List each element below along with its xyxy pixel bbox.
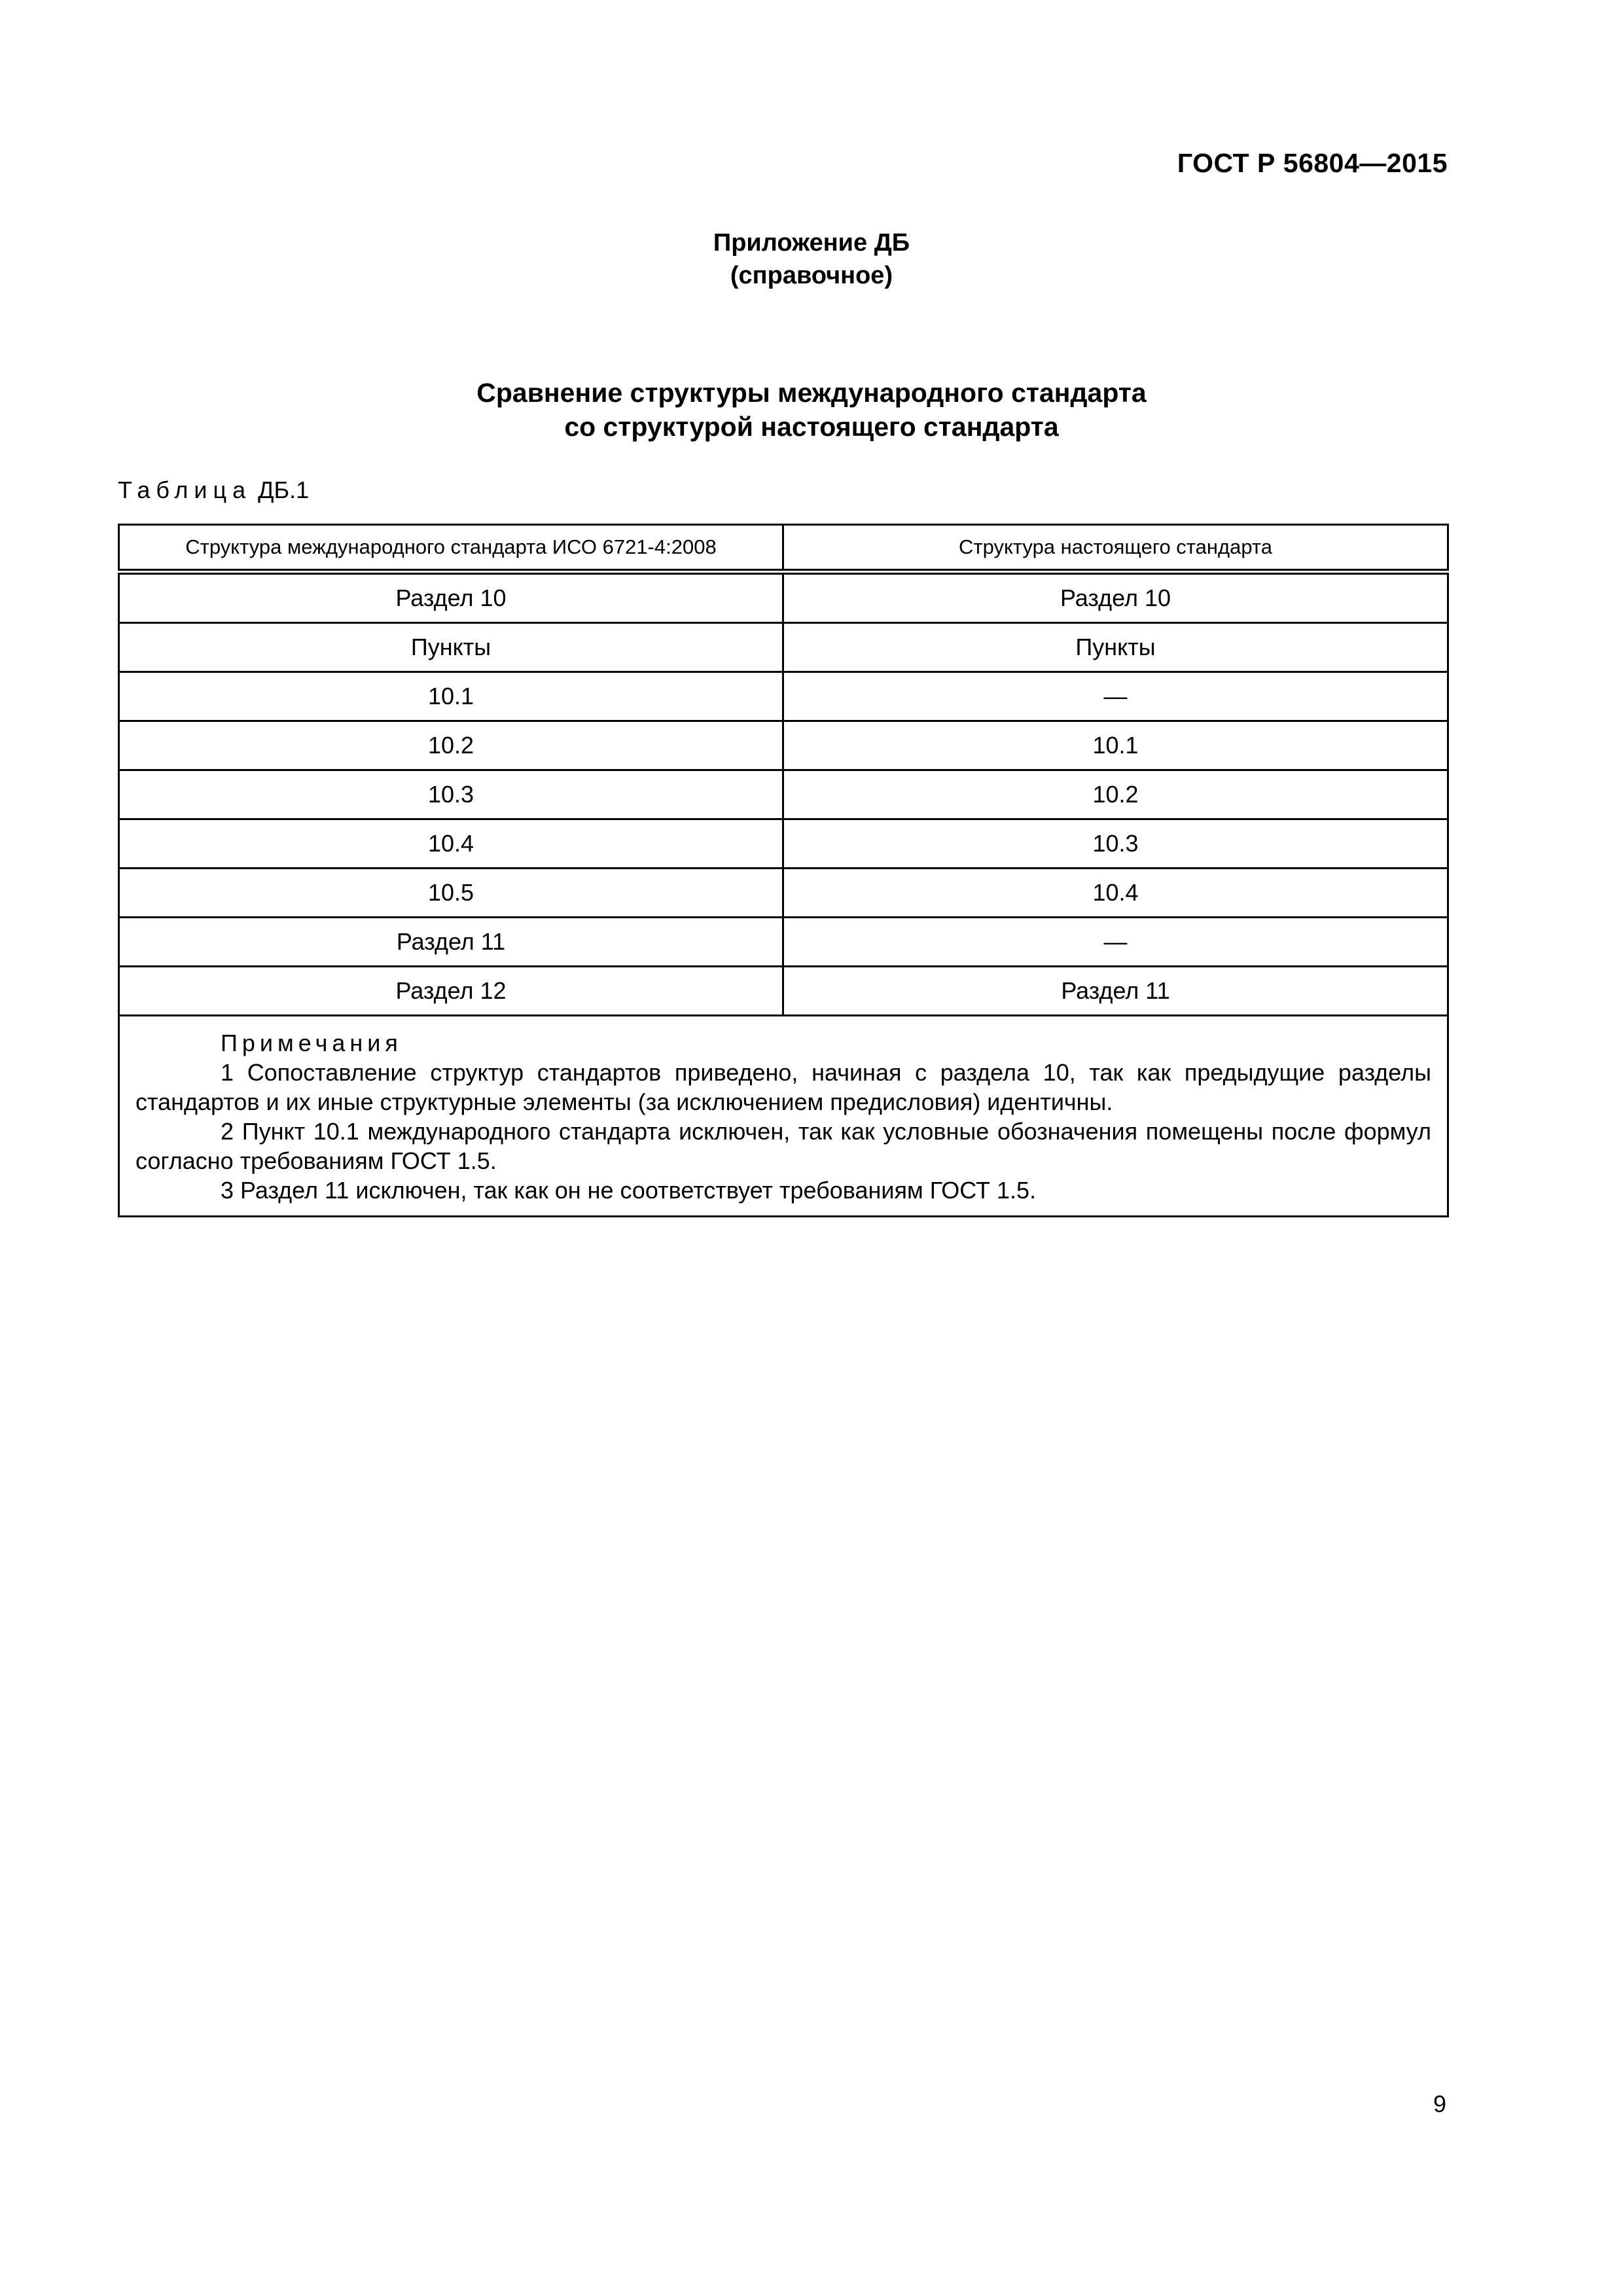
column-header-national: Структура настоящего стандарта [783,525,1448,572]
table-row [119,572,1448,623]
table-cell: 10.5 [119,869,783,918]
note-item: 1 Сопоставление структур стандартов приведено, начиная с раздела 10, так как предыдущие разделы стандартов и их иные структурные элементы (за исключением предисловия) идентичны. [135,1059,1431,1115]
table-row [119,918,1448,967]
table-row [119,721,1448,770]
table-cell: 10.2 [119,721,783,770]
table-cell: 10.3 [783,819,1448,869]
table-caption-number: ДБ.1 [258,476,310,503]
table-cell: 10.1 [783,721,1448,770]
notes-heading: Примечания [221,1030,402,1056]
table-row [119,869,1448,918]
table-cell: Раздел 11 [783,967,1448,1016]
table-cell: — [783,918,1448,967]
table-cell: Раздел 10 [119,572,783,623]
table-cell: Раздел 10 [783,572,1448,623]
column-header-international: Структура международного стандарта ИСО 6721-4:2008 [119,525,783,572]
table-caption-word: Таблица [118,476,252,503]
note-item: 2 Пункт 10.1 международного стандарта исключен, так как условные обозначения помещены после формул согласно требованиям ГОСТ 1.5. [135,1118,1431,1174]
page-number: 9 [1433,2090,1446,2117]
comparison-table [118,524,1449,1217]
notes-row [119,1016,1448,1217]
table-cell: 10.1 [119,672,783,721]
table-cell: Раздел 12 [119,967,783,1016]
table-row [119,623,1448,672]
table-cell: Раздел 11 [119,918,783,967]
table-cell: — [783,672,1448,721]
table-cell: 10.3 [119,770,783,819]
appendix-heading [0,226,1623,292]
table-row [119,672,1448,721]
title-line-2: со структурой настоящего стандарта [564,412,1059,442]
note-item: 3 Раздел 11 исключен, так как он не соответствует требованиям ГОСТ 1.5. [221,1177,1037,1204]
table-cell: Пункты [119,623,783,672]
table-row [119,819,1448,869]
table-cell: 10.4 [783,869,1448,918]
appendix-title: Приложение ДБ [713,229,910,257]
table-notes [119,1016,1448,1217]
appendix-type: (справочное) [730,262,893,289]
table-row [119,770,1448,819]
table-header-row [119,525,1448,572]
page-title [0,376,1623,444]
table-cell: 10.4 [119,819,783,869]
document-code: ГОСТ Р 56804—2015 [1177,148,1448,178]
table-cell: 10.2 [783,770,1448,819]
table-row [119,967,1448,1016]
table-caption [118,476,309,504]
title-line-1: Сравнение структуры международного стандарта [476,378,1147,408]
table-cell: Пункты [783,623,1448,672]
